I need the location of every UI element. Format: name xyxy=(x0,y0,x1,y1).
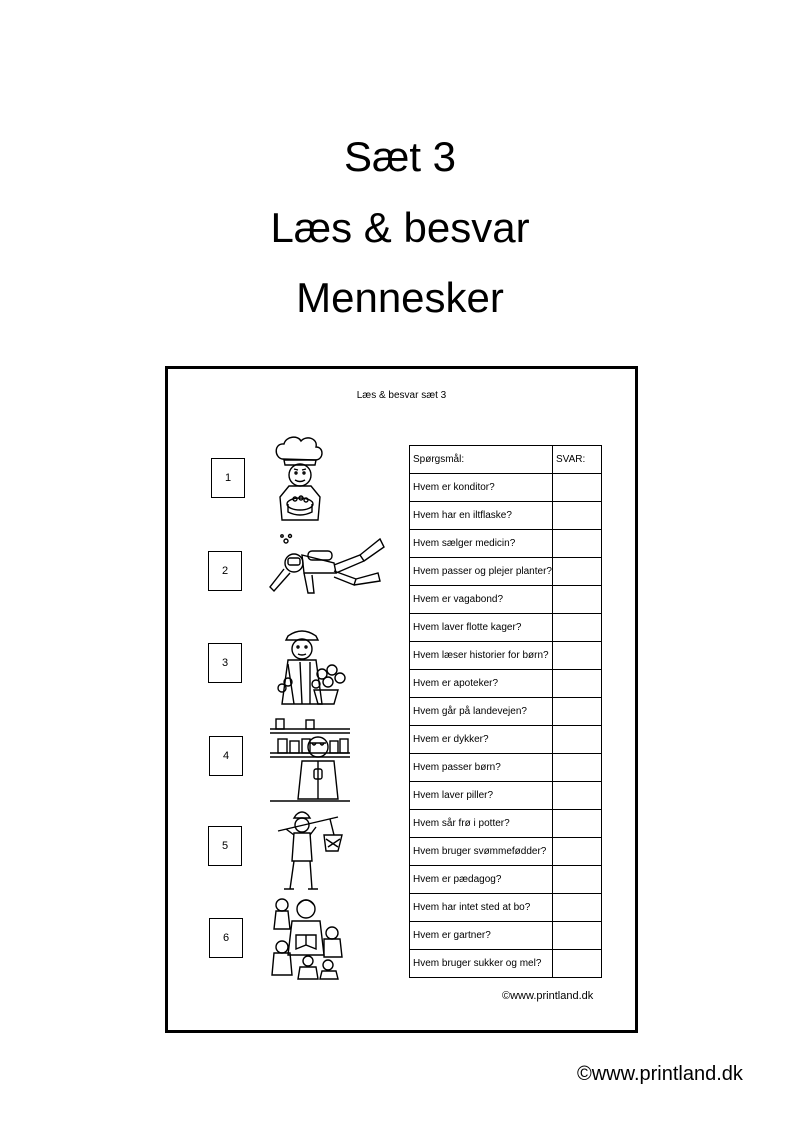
answer-cell xyxy=(552,586,601,614)
question-cell: Hvem er dykker? xyxy=(410,726,553,754)
question-cell: Hvem bruger svømmefødder? xyxy=(410,838,553,866)
number-box-2: 2 xyxy=(208,551,242,591)
answer-cell xyxy=(552,530,601,558)
worksheet-credit: ©www.printland.dk xyxy=(502,990,594,1002)
question-cell: Hvem er vagabond? xyxy=(410,586,553,614)
number-box-6: 6 xyxy=(209,918,243,958)
number-box-5: 5 xyxy=(208,826,242,866)
answer-cell xyxy=(552,474,601,502)
answer-cell xyxy=(552,558,601,586)
question-table xyxy=(409,445,602,978)
answer-cell xyxy=(552,950,601,978)
number-box-1: 1 xyxy=(211,458,245,498)
pharmacist-icon xyxy=(268,717,352,803)
table-row xyxy=(410,782,602,810)
page-credit: ©www.printland.dk xyxy=(577,1063,743,1085)
question-cell: Hvem går på landevejen? xyxy=(410,698,553,726)
question-cell: Hvem sår frø i potter? xyxy=(410,810,553,838)
question-cell: Hvem laver flotte kager? xyxy=(410,614,553,642)
table-row xyxy=(410,502,602,530)
answer-cell xyxy=(552,726,601,754)
table-row xyxy=(410,698,602,726)
answer-cell xyxy=(552,782,601,810)
table-row xyxy=(410,586,602,614)
question-cell: Hvem passer og plejer planter? xyxy=(410,558,553,586)
table-row xyxy=(410,838,602,866)
table-row xyxy=(410,810,602,838)
question-cell: Hvem er gartner? xyxy=(410,922,553,950)
nanny-reading-to-children-icon xyxy=(268,895,344,981)
answer-cell xyxy=(552,502,601,530)
table-row xyxy=(410,642,602,670)
question-cell: Hvem laver piller? xyxy=(410,782,553,810)
answer-cell xyxy=(552,810,601,838)
question-cell: Hvem har intet sted at bo? xyxy=(410,894,553,922)
question-cell: Hvem er pædagog? xyxy=(410,866,553,894)
table-row xyxy=(410,894,602,922)
table-header-row xyxy=(410,446,602,474)
vagabond-with-bundle-icon xyxy=(276,809,346,895)
answer-cell xyxy=(552,922,601,950)
answer-cell xyxy=(552,670,601,698)
question-cell: Hvem sælger medicin? xyxy=(410,530,553,558)
table-row xyxy=(410,670,602,698)
page-title-set: Sæt 3 xyxy=(343,133,457,180)
page-title-topic: Mennesker xyxy=(296,274,504,321)
answer-cell xyxy=(552,754,601,782)
question-cell: Hvem har en iltflaske? xyxy=(410,502,553,530)
worksheet-title: Læs & besvar sæt 3 xyxy=(356,390,447,401)
number-box-3: 3 xyxy=(208,643,242,683)
question-cell: Hvem passer børn? xyxy=(410,754,553,782)
scuba-diver-icon xyxy=(264,533,386,603)
question-cell: Hvem er konditor? xyxy=(410,474,553,502)
answer-cell xyxy=(552,642,601,670)
table-row xyxy=(410,558,602,586)
table-row xyxy=(410,754,602,782)
question-cell: Hvem er apoteker? xyxy=(410,670,553,698)
table-row xyxy=(410,614,602,642)
chef-with-cake-icon xyxy=(268,435,332,525)
answer-cell xyxy=(552,698,601,726)
table-row xyxy=(410,530,602,558)
answer-cell xyxy=(552,866,601,894)
page-title-activity: Læs & besvar xyxy=(270,204,530,251)
table-row xyxy=(410,950,602,978)
table-row xyxy=(410,922,602,950)
question-column-header: Spørgsmål: xyxy=(410,446,553,474)
gardener-with-flowers-icon xyxy=(272,624,350,708)
table-row xyxy=(410,474,602,502)
question-cell: Hvem læser historier for børn? xyxy=(410,642,553,670)
answer-cell xyxy=(552,838,601,866)
answer-cell xyxy=(552,614,601,642)
number-box-4: 4 xyxy=(209,736,243,776)
table-row xyxy=(410,866,602,894)
answer-cell xyxy=(552,894,601,922)
answer-column-header: SVAR: xyxy=(552,446,601,474)
table-row xyxy=(410,726,602,754)
question-cell: Hvem bruger sukker og mel? xyxy=(410,950,553,978)
worksheet-preview xyxy=(165,366,638,1033)
